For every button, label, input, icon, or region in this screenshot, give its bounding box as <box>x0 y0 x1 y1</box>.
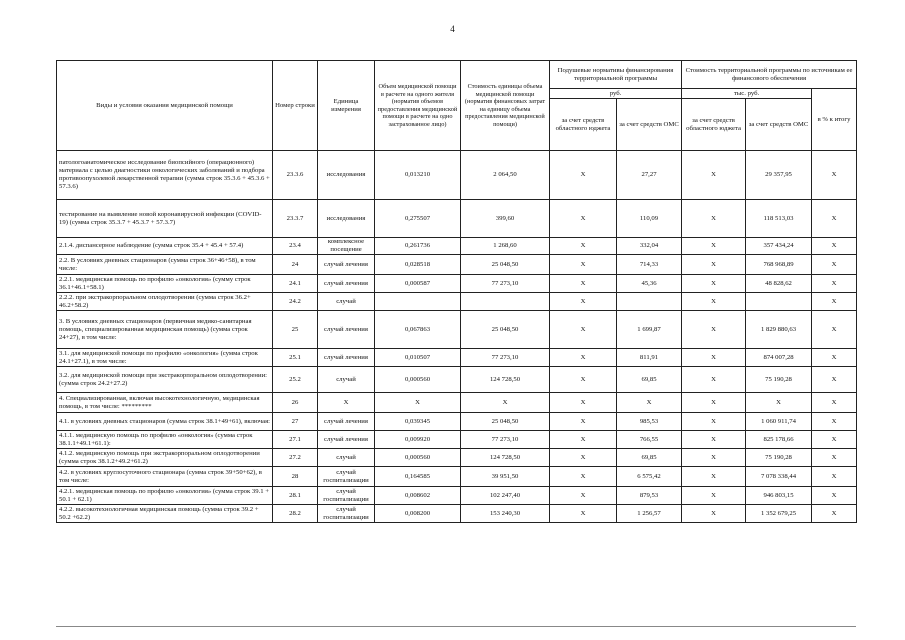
row-pc-budget: X <box>550 367 617 393</box>
header-rub: руб. <box>550 89 682 99</box>
row-tp-budget: X <box>682 349 746 367</box>
row-unit: случай лечения <box>318 311 375 349</box>
row-number: 24.2 <box>273 293 318 311</box>
row-tp-oms: 118 513,03 <box>746 200 812 238</box>
row-tp-oms: 1 060 911,74 <box>746 413 812 431</box>
row-volume: 0,013210 <box>375 151 461 200</box>
row-percent: X <box>812 293 857 311</box>
row-tp-oms: 1 829 880,63 <box>746 311 812 349</box>
row-percent: X <box>812 467 857 487</box>
row-unit: случай <box>318 449 375 467</box>
row-pc-budget: X <box>550 467 617 487</box>
row-unit: исследования <box>318 200 375 238</box>
table-row <box>57 487 857 505</box>
row-pc-oms: 1 256,57 <box>617 505 682 523</box>
header-unit: Единица измерения <box>318 61 375 151</box>
row-volume: X <box>375 393 461 413</box>
row-unit-cost <box>461 293 550 311</box>
row-tp-oms: 7 078 338,44 <box>746 467 812 487</box>
row-percent: X <box>812 367 857 393</box>
table-row <box>57 413 857 431</box>
row-volume <box>375 293 461 311</box>
row-pc-oms: 110,09 <box>617 200 682 238</box>
row-percent: X <box>812 393 857 413</box>
header-pc-oms: за счет средств ОМС <box>617 99 682 151</box>
header-percent-total: в % к итогу <box>812 89 857 151</box>
row-pc-budget: X <box>550 505 617 523</box>
row-tp-oms: 75 190,28 <box>746 449 812 467</box>
row-unit: случай <box>318 293 375 311</box>
row-tp-oms: 825 178,66 <box>746 431 812 449</box>
row-tp-budget: X <box>682 467 746 487</box>
header-row-number: Номер строки <box>273 61 318 151</box>
row-label: 3.1. для медицинской помощи по профилю «онкология» (сумма строк 24.1+27.1), в том числе: <box>57 349 273 367</box>
row-percent: X <box>812 505 857 523</box>
row-volume: 0,008602 <box>375 487 461 505</box>
row-unit: случай <box>318 367 375 393</box>
row-tp-oms: 357 434,24 <box>746 238 812 255</box>
row-tp-budget: X <box>682 275 746 293</box>
row-tp-budget: X <box>682 413 746 431</box>
row-number: 25.2 <box>273 367 318 393</box>
row-volume: 0,164585 <box>375 467 461 487</box>
row-unit-cost: 1 268,60 <box>461 238 550 255</box>
row-label: 2.2.2. при экстракорпоральном оплодотворении (сумма строк 36.2+ 46.2+58.2) <box>57 293 273 311</box>
row-pc-budget: X <box>550 487 617 505</box>
row-unit-cost: 77 273,10 <box>461 431 550 449</box>
row-tp-budget: X <box>682 255 746 275</box>
row-unit-cost: 77 273,10 <box>461 349 550 367</box>
row-unit: случай лечения <box>318 431 375 449</box>
table-row <box>57 255 857 275</box>
row-pc-budget: X <box>550 255 617 275</box>
table-row <box>57 467 857 487</box>
row-unit: случай госпитализации <box>318 505 375 523</box>
row-pc-budget: X <box>550 413 617 431</box>
row-label: тестирование на выявление новой коронавирусной инфекции (COVID-19) (сумма строк 35.3.7 + 45.3.7 + 57.3.7) <box>57 200 273 238</box>
row-pc-oms <box>617 293 682 311</box>
row-percent: X <box>812 449 857 467</box>
row-pc-oms: 985,53 <box>617 413 682 431</box>
row-label: 2.2. В условиях дневных стационаров (сумма строк 36+46+58), в том числе: <box>57 255 273 275</box>
row-pc-budget: X <box>550 311 617 349</box>
table-row <box>57 393 857 413</box>
row-unit-cost: 39 951,50 <box>461 467 550 487</box>
row-pc-budget: X <box>550 449 617 467</box>
row-tp-budget: X <box>682 487 746 505</box>
row-tp-budget: X <box>682 431 746 449</box>
header-per-capita: Подушевые нормативы финансирования территориальной программы <box>550 61 682 89</box>
row-pc-oms: 811,91 <box>617 349 682 367</box>
table-row <box>57 505 857 523</box>
row-tp-budget: X <box>682 151 746 200</box>
row-tp-budget: X <box>682 505 746 523</box>
row-volume: 0,067863 <box>375 311 461 349</box>
row-tp-oms <box>746 293 812 311</box>
table-row <box>57 367 857 393</box>
header-tp-budget: за счет средств областного юджета <box>682 99 746 151</box>
row-label: 4.1.1. медицинскую помощь по профилю «онкология» (сумма строк 38.1.1+49.1+61.1): <box>57 431 273 449</box>
row-unit-cost: 77 273,10 <box>461 275 550 293</box>
row-unit: комплексное посещение <box>318 238 375 255</box>
row-unit-cost: X <box>461 393 550 413</box>
header-program-cost: Стоимость территориальной программы по источникам ее финансового обеспечения <box>682 61 857 89</box>
row-number: 23.3.7 <box>273 200 318 238</box>
row-label: 4.1.2. медицинскую помощь при экстракорпоральном оплодотворении (сумма строк 38.1.2+49.2+61.2) <box>57 449 273 467</box>
row-pc-oms: X <box>617 393 682 413</box>
row-unit: исследования <box>318 151 375 200</box>
row-unit: случай лечения <box>318 349 375 367</box>
row-label: 3. В условиях дневных стационаров (первичная медико-санитарная помощь, специализированная медицинская помощь) (сумма строк 24+27), в том числе: <box>57 311 273 349</box>
row-pc-oms: 714,33 <box>617 255 682 275</box>
row-pc-budget: X <box>550 275 617 293</box>
row-pc-budget: X <box>550 393 617 413</box>
table-row <box>57 151 857 200</box>
row-unit: случай госпитализации <box>318 487 375 505</box>
row-percent: X <box>812 255 857 275</box>
row-percent: X <box>812 413 857 431</box>
row-pc-oms: 879,53 <box>617 487 682 505</box>
row-pc-oms: 69,85 <box>617 449 682 467</box>
table-row <box>57 200 857 238</box>
row-number: 28.2 <box>273 505 318 523</box>
row-label: 4.2. в условиях круглосуточного стационара (сумма строк 39+50+62), в том числе: <box>57 467 273 487</box>
table-row <box>57 311 857 349</box>
row-tp-oms: X <box>746 393 812 413</box>
row-number: 25.1 <box>273 349 318 367</box>
row-tp-budget: X <box>682 393 746 413</box>
row-unit: случай лечения <box>318 255 375 275</box>
row-unit: случай госпитализации <box>318 467 375 487</box>
header-volume: Объем медицинской помощи в расчете на одного жителя (норматив объемов предоставления медицинской помощи в расчете на одно застрахованное лицо) <box>375 61 461 151</box>
row-pc-oms: 45,36 <box>617 275 682 293</box>
row-tp-oms: 768 968,89 <box>746 255 812 275</box>
row-tp-budget: X <box>682 311 746 349</box>
row-unit-cost: 399,60 <box>461 200 550 238</box>
row-number: 27 <box>273 413 318 431</box>
row-unit-cost: 2 064,50 <box>461 151 550 200</box>
row-percent: X <box>812 487 857 505</box>
row-tp-oms: 75 190,28 <box>746 367 812 393</box>
financing-table <box>56 60 857 523</box>
row-tp-budget: X <box>682 449 746 467</box>
row-pc-budget: X <box>550 293 617 311</box>
page-number: 4 <box>450 24 455 34</box>
row-percent: X <box>812 311 857 349</box>
row-tp-oms: 946 803,15 <box>746 487 812 505</box>
header-tp-oms: за счет средств ОМС <box>746 99 812 151</box>
row-percent: X <box>812 349 857 367</box>
row-unit-cost: 25 048,50 <box>461 255 550 275</box>
row-volume: 0,000587 <box>375 275 461 293</box>
table-row <box>57 293 857 311</box>
row-percent: X <box>812 200 857 238</box>
row-number: 24 <box>273 255 318 275</box>
row-label: 4.2.1. медицинская помощь по профилю «онкология» (сумма строк 39.1 + 50.1 + 62.1) <box>57 487 273 505</box>
row-label: 2.1.4. диспансерное наблюдение (сумма строк 35.4 + 45.4 + 57.4) <box>57 238 273 255</box>
table-row <box>57 349 857 367</box>
row-percent: X <box>812 151 857 200</box>
row-pc-oms: 27,27 <box>617 151 682 200</box>
row-volume: 0,000560 <box>375 449 461 467</box>
row-volume: 0,261736 <box>375 238 461 255</box>
row-pc-budget: X <box>550 431 617 449</box>
header-unit-cost: Стоимость единицы объема медицинской помощи (норматив финансовых затрат на единицу объема предоставления медицинской помощи) <box>461 61 550 151</box>
row-label: 4.1. в условиях дневных стационаров (сумма строк 38.1+49+61), включая: <box>57 413 273 431</box>
row-pc-oms: 332,04 <box>617 238 682 255</box>
row-number: 26 <box>273 393 318 413</box>
row-tp-budget: X <box>682 200 746 238</box>
row-label: 3.2. для медицинской помощи при экстракорпоральном оплодотворении: (сумма строк 24.2+27.2) <box>57 367 273 393</box>
row-number: 23.3.6 <box>273 151 318 200</box>
row-unit-cost: 153 240,30 <box>461 505 550 523</box>
row-number: 27.2 <box>273 449 318 467</box>
page-bottom-rule <box>56 626 856 627</box>
table-row <box>57 449 857 467</box>
row-volume: 0,008200 <box>375 505 461 523</box>
row-pc-budget: X <box>550 151 617 200</box>
row-label: 4.2.2. высокотехнологичная медицинская помощь (сумма строк 39.2 + 50.2 +62.2) <box>57 505 273 523</box>
row-unit-cost: 25 048,50 <box>461 311 550 349</box>
row-volume: 0,028518 <box>375 255 461 275</box>
row-volume: 0,010507 <box>375 349 461 367</box>
row-percent: X <box>812 431 857 449</box>
row-unit-cost: 102 247,40 <box>461 487 550 505</box>
row-number: 28 <box>273 467 318 487</box>
row-volume: 0,009920 <box>375 431 461 449</box>
row-pc-oms: 766,55 <box>617 431 682 449</box>
row-unit: случай лечения <box>318 413 375 431</box>
row-percent: X <box>812 238 857 255</box>
row-unit: X <box>318 393 375 413</box>
row-unit-cost: 124 728,50 <box>461 367 550 393</box>
row-volume: 0,275507 <box>375 200 461 238</box>
row-number: 24.1 <box>273 275 318 293</box>
table-row <box>57 431 857 449</box>
row-pc-budget: X <box>550 200 617 238</box>
row-percent: X <box>812 275 857 293</box>
table-body <box>57 151 857 523</box>
row-unit-cost: 25 048,50 <box>461 413 550 431</box>
row-tp-oms: 874 007,28 <box>746 349 812 367</box>
row-number: 23.4 <box>273 238 318 255</box>
row-tp-oms: 29 357,95 <box>746 151 812 200</box>
row-number: 25 <box>273 311 318 349</box>
row-label: 2.2.1. медицинская помощь по профилю «онкология» (сумму строк 36.1+46.1+58.1) <box>57 275 273 293</box>
row-unit-cost: 124 728,50 <box>461 449 550 467</box>
row-number: 28.1 <box>273 487 318 505</box>
header-kind: Виды и условия оказания медицинской помощи <box>57 61 273 151</box>
row-volume: 0,000560 <box>375 367 461 393</box>
row-tp-oms: 1 352 679,25 <box>746 505 812 523</box>
table-row <box>57 275 857 293</box>
row-pc-oms: 1 699,87 <box>617 311 682 349</box>
row-tp-budget: X <box>682 238 746 255</box>
row-tp-oms: 48 828,62 <box>746 275 812 293</box>
row-pc-oms: 69,85 <box>617 367 682 393</box>
row-tp-budget: X <box>682 367 746 393</box>
header-pc-budget: за счет средств областного юджета <box>550 99 617 151</box>
row-number: 27.1 <box>273 431 318 449</box>
row-tp-budget: X <box>682 293 746 311</box>
row-volume: 0,039345 <box>375 413 461 431</box>
table-row <box>57 238 857 255</box>
row-pc-budget: X <box>550 238 617 255</box>
row-label: патологоанатомическое исследование биопсийного (операционного) материала с целью диагностики онкологических заболеваний и подбора противоопухолевой лекарственной терапии (сумма строк 35.3.6 + 45.3.6 + 57.3.6) <box>57 151 273 200</box>
row-unit: случай лечения <box>318 275 375 293</box>
row-pc-budget: X <box>550 349 617 367</box>
header-thous-rub: тыс. руб. <box>682 89 812 99</box>
row-label: 4. Специализированная, включая высокотехнологичную, медицинская помощь, в том числе: ********* <box>57 393 273 413</box>
row-pc-oms: 6 575,42 <box>617 467 682 487</box>
